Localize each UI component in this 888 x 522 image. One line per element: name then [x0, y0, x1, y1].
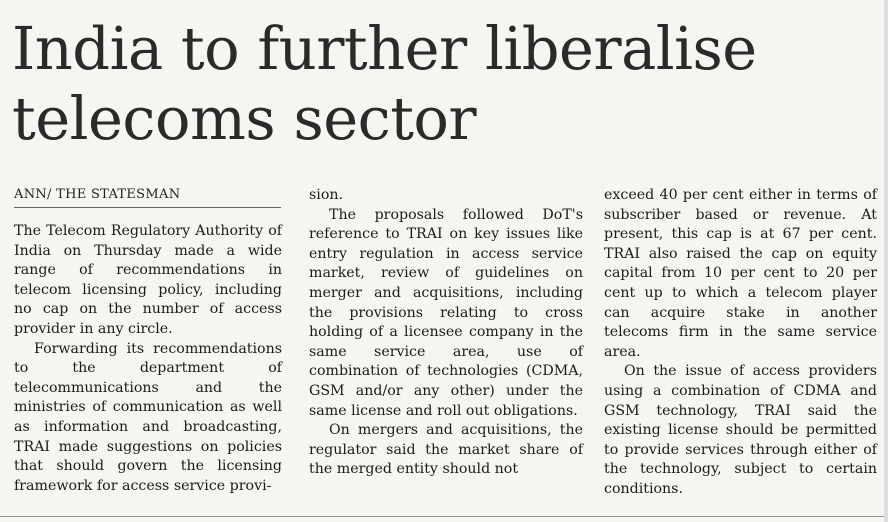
paragraph: On the issue of access providers using a combination of CDMA and GSM technology, TRAI said the existing license should be permitted to provide services through either of the technology, subject to certain conditions.	[604, 363, 877, 497]
byline-rule	[14, 207, 281, 208]
column-2	[309, 186, 583, 480]
paragraph: On mergers and acquisitions, the regulator said the market share of the merged entity should not	[309, 422, 583, 478]
bottom-rule	[0, 516, 888, 517]
column-1	[14, 222, 282, 496]
byline: ANN/ THE STATESMAN	[14, 187, 181, 202]
paragraph: Forwarding its recommendations to the department of telecommunications and the ministries of communication as well as information and broadcasting, TRAI made suggestions on policies that should govern the licensing framework for access service provi-	[14, 340, 282, 494]
column-3	[604, 186, 877, 500]
paragraph: sion.	[309, 187, 344, 203]
paragraph: The Telecom Regulatory Authority of India on Thursday made a wide range of recommendations in telecom licensing policy, including no cap on the number of access provider in any circle.	[14, 223, 282, 337]
headline-line-2: telecoms sector	[12, 84, 477, 153]
paragraph: The proposals followed DoT's reference to TRAI on key issues like entry regulation in access service market, review of guidelines on merger and acquisitions, including the provisions relating to cross holding of a licensee company in the same service area, use of combination of technologies (CDMA, GSM and/or any other) under the same license and roll out obligations.	[309, 206, 583, 419]
paragraph: exceed 40 per cent either in terms of subscriber based or revenue. At present, this cap is at 67 per cent. TRAI also raised the cap on equity capital from 10 per cent to 20 per cent up to which a telecom player can acquire stake in another telecoms firm in the same service area.	[604, 187, 877, 360]
headline	[12, 14, 882, 154]
page-edge	[884, 0, 888, 522]
headline-line-1: India to further liberalise	[12, 14, 757, 83]
